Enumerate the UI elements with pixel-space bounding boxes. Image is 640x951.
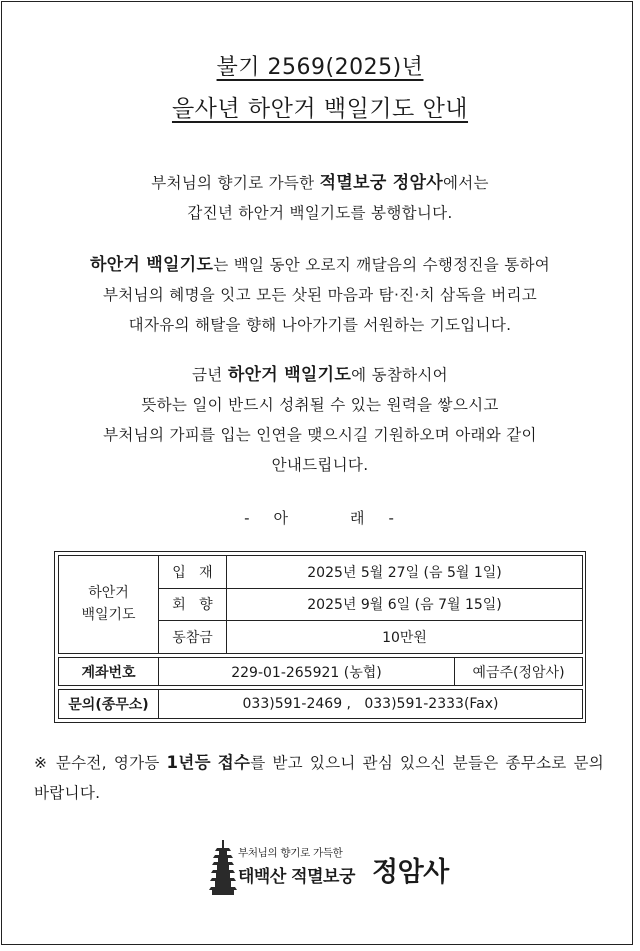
end-date-label: 회 향 (159, 588, 227, 621)
temple-logo (208, 840, 468, 896)
contact-label: 문의(종무소) (59, 690, 159, 719)
body2-line-1: 금년 하안거 백일기도에 동참하시어 (192, 365, 448, 385)
intro-paragraph (0, 168, 640, 228)
end-date-value: 2025년 9월 6일 (음 7월 15일) (227, 588, 583, 621)
start-date-label: 입 재 (159, 556, 227, 589)
body2-line-2: 뜻하는 일이 반드시 성취될 수 있는 원력을 쌓으시고 (141, 396, 499, 414)
logo-temple-name: 정암사 (372, 857, 449, 888)
title-line-2: 을사년 하안거 백일기도 안내 (171, 96, 469, 122)
intro-line-1: 부처님의 향기로 가득한 적멸보궁 정암사에서는 (151, 173, 489, 193)
logo-tagline: 부처님의 향기로 가득한 (238, 847, 343, 859)
body1-line-1: 하안거 백일기도는 백일 동안 오로지 깨달음의 수행정진을 통하여 (89, 255, 551, 275)
body2-line-3: 부처님의 가피를 입는 인연을 맺으시길 기원하오며 아래와 같이 (103, 426, 537, 444)
title-line-1: 불기 2569(2025)년 (216, 55, 424, 80)
intro-line-2: 갑진년 하안거 백일기도를 봉행합니다. (187, 204, 453, 222)
start-date-value: 2025년 5월 27일 (음 5월 1일) (227, 556, 583, 589)
pagoda-icon (208, 840, 238, 896)
account-holder: 예금주(정암사) (455, 657, 583, 686)
prayer-name: 하안거 백일기도 (89, 255, 214, 275)
prayer-group-label: 하안거 백일기도 (59, 556, 159, 654)
contact-value: 033)591-2469 , 033)591-2333(Fax) (159, 690, 583, 719)
body-paragraph-1 (0, 250, 640, 340)
body1-line-2: 부처님의 혜명을 잇고 모든 삿된 마음과 탐·진·치 삼독을 버리고 (102, 286, 538, 304)
prayer-name-2: 하안거 백일기도 (227, 365, 352, 385)
logo-subtitle: 태백산 적멸보궁 (238, 867, 355, 887)
fee-value: 10만원 (227, 621, 583, 654)
details-table (54, 551, 586, 723)
account-value: 229-01-265921 (농협) (159, 657, 455, 686)
body1-line-3: 대자유의 해탈을 향해 나아가기를 서원하는 기도입니다. (128, 316, 512, 334)
details-heading: - 아 래 - (244, 509, 396, 527)
account-label: 계좌번호 (59, 657, 159, 686)
temple-name: 적멸보궁 정암사 (319, 173, 443, 193)
body-paragraph-2 (0, 360, 640, 480)
notice-text: ※ 문수전, 영가등 1년등 접수를 받고 있으니 관심 있으신 분들은 종무소로 문의 바랍니다. (34, 753, 604, 802)
body2-line-4: 안내드립니다. (271, 456, 369, 474)
fee-label: 동참금 (159, 621, 227, 654)
